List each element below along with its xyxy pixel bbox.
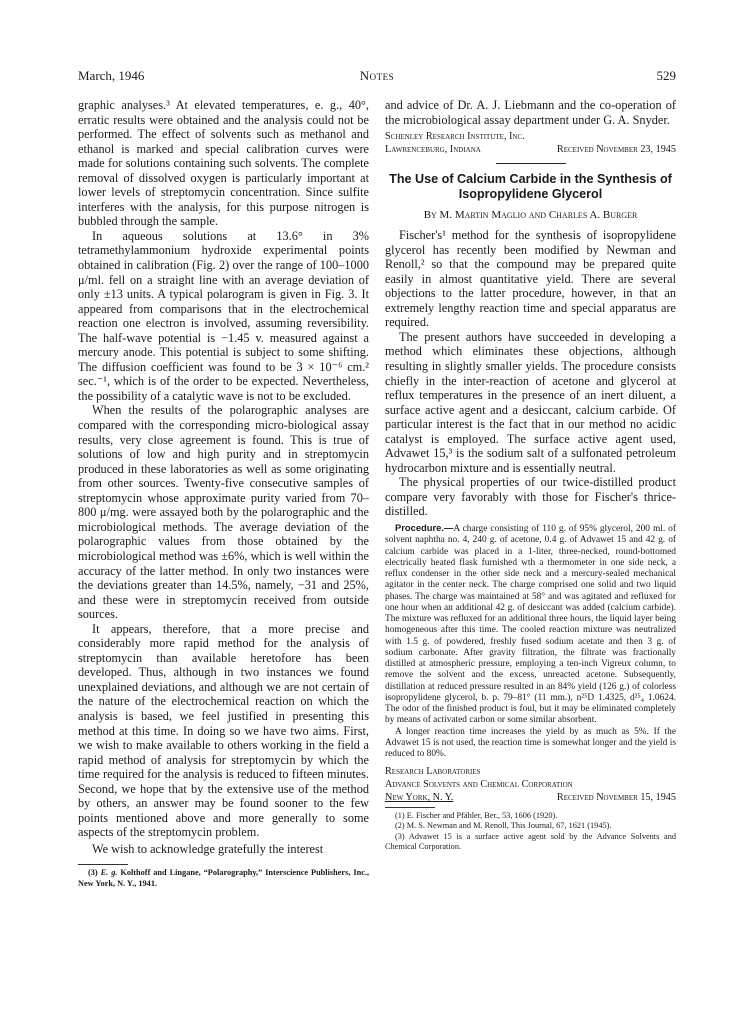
affiliation-company: Advance Solvents and Chemical Corporation xyxy=(385,779,573,791)
received-date: Received November 23, 1945 xyxy=(556,144,676,156)
left-column xyxy=(78,98,369,889)
affiliation-lab: Research Laboratories xyxy=(385,766,481,778)
article-paragraph-3: The physical properties of our twice-distilled product compare very favorably with those for Fischer's thrice-distilled. xyxy=(385,475,676,519)
procedure-text: A charge consisting of 110 g. of 95% glycerol, 200 ml. of solvent naphtha no. 4, 240 g. of acetone, 0.4 g. of Advawet 15 and 42 g. of calcium carbide was placed in a 1-liter, three-necked, round-bottomed electrically heated flask furnished wth a thermometer in one side neck, a reflux condenser in the other side neck and a mercury-sealed mechanical agitator in the center neck. The charge comprised one solid and two liquid phases. The charge was maintained at 58° and was agitated and refluxed for one hour when an additional 42 g. of desiccant was added (calcium carbide). The mixture was refluxed for an additional three hours, the liquid layer being homogeneous after this time. The cooled reaction mixture was neutralized with 1.5 g. of powdered, freshly fused sodium acetate and then 3 g. of sodium carbonate. After gravity filtration, the filtrate was fractionally distilled at atmospheric pressure, employing a ten-inch Vigreux column, to remove the solvent and the excess, unreacted acetone. Subsequently, distillation at reduced pressure resulted in an 84% yield (126 g.) of colorless isopropylidene glycerol, b. p. 79–81° (11 mm.), n²⁵D 1.4325, d²⁵₄ 1.0624. The odor of the finished product is foul, but it may be eliminated completely by means of activated carbon or some similar absorbent. xyxy=(385,524,676,726)
footnote-text: Kolthoff and Lingane, “Polarography,” Interscience Publishers, Inc., New York, N. Y., 1941. xyxy=(78,868,370,888)
affiliation-location-row xyxy=(385,143,676,156)
right-column xyxy=(385,98,676,852)
article-paragraph-1: Fischer's¹ method for the synthesis of isopropylidene glycerol has recently been modified by Newman and Renoll,² so that the compound may be prepared quite easily in almost quantitative yield. There are several objections to the latter procedure, however, in that an extremely lengthy reaction time and special apparatus are required. xyxy=(385,228,676,330)
article-title: The Use of Calcium Carbide in the Synthesis of Isopropylidene Glycerol xyxy=(389,172,672,202)
footnote-eg: E. g. xyxy=(100,868,118,878)
article-paragraph-2: The present authors have succeeded in developing a method which eliminates these objections, although resulting in slightly smaller yields. The procedure consists chiefly in the inter-reaction of acetone and glycerol at reflux temperatures in the presence of an inert diluent, a surface active agent and a desiccant, calcium carbide. Of particular interest is the fact that in our method no acidic catalyst is employed. The surface active agent used, Advawet 15,³ is the sodium salt of a sulfonated petroleum hydrocarbon mixture and is essentially neutral. xyxy=(385,329,676,475)
footnote-rule-right xyxy=(385,807,435,808)
left-paragraph-1: graphic analyses.³ At elevated temperatures, e. g., 40°, erratic results were obtained and the analysis could not be performed. The effect of solvents such as methanol and ethanol is marked and special calibration curves were made for solutions containing such solvents. The complete removal of dissolved oxygen is particularly important at lower levels of streptomycin concentration. Since sulfite interferes with the analysis, for this purpose nitrogen is bubbled through the sample. xyxy=(78,98,369,229)
affiliation-location: Lawrenceburg, Indiana xyxy=(385,144,481,156)
footnote-1: (1) E. Fischer and Pfähler, Ber., 53, 1606 (1920). xyxy=(395,811,558,821)
affiliation-2-location: New York, N. Y. xyxy=(385,792,454,804)
footnote-3: (3) Advawet 15 is a surface active agent sold by the Advance Solvents and Chemical Corporation. xyxy=(385,831,676,851)
affiliation-institute: Schenley Research Institute, Inc. xyxy=(385,131,525,143)
left-paragraph-3: When the results of the polarographic analyses are compared with the corresponding micro-biological assay results, very close agreement is found. This is true of solutions of low and high purity and in streptomycin produced in these laboratories as well as some originating from other sources. Twenty-five consecutive samples of streptomycin whose approximate purity varied from 70–800 μ/mg. were assayed both by the polarographic and the microbiological methods. The average deviation of the polarographic values from those obtained by the microbiological method was ±6%, which is well within the accuracy of the latter method. In only two instances were the deviations greater than 14.5%, namely, −31 and 25%, and these were in streptomycin received from outside sources. xyxy=(78,403,369,622)
article-byline: By M. Martin Maglio and Charles A. Burger xyxy=(423,209,638,222)
procedure-block xyxy=(385,522,676,727)
footnote-2: (2) M. S. Newman and M. Renoll, This Journal, 67, 1621 (1945). xyxy=(395,821,612,831)
left-paragraph-4: It appears, therefore, that a more precise and considerably more rapid method for the analysis of streptomycin than available heretofore has been developed. Thus, although in two instances we found unexplained deviations, and although we are not certain of the nature of the electrochemical reaction on which the analysis is based, we feel justified in presenting this method at this time. In doing so we have two aims. First, we wish to make available to others working in the field a rapid method of analysis for streptomycin by which the time required for the analysis is reduced to fifteen minutes. Second, we hope that by the extensive use of the method by others, an answer may be found sooner to the few points mentioned above and more generally to some aspects of the streptomycin problem. xyxy=(78,621,369,840)
procedure-note: A longer reaction time increases the yield by as much as 5%. If the Advawet 15 is not used, the reaction time is somewhat longer and the yield is reduced to 80%. xyxy=(385,726,676,760)
footnote-rule xyxy=(78,864,128,865)
received-date-2: Received November 15, 1945 xyxy=(556,792,676,804)
procedure-heading: Procedure.— xyxy=(395,522,454,534)
header-date: March, 1946 xyxy=(78,68,145,83)
right-continuation: and advice of Dr. A. J. Liebmann and the co-operation of the microbiological assay department under G. A. Snyder. xyxy=(385,98,676,127)
left-paragraph-5: We wish to acknowledge gratefully the interest xyxy=(92,841,324,856)
page-number: 529 xyxy=(656,68,676,83)
header-section: Notes xyxy=(359,68,395,83)
footnote-3-left xyxy=(78,868,369,888)
footnote-marker: (3) xyxy=(88,868,98,878)
running-header xyxy=(78,68,676,86)
section-divider xyxy=(496,163,566,164)
affiliation-2-location-row xyxy=(385,791,676,804)
left-paragraph-2: In aqueous solutions at 13.6° in 3% tetramethylammonium hydroxide experimental points obtained in calibration (Fig. 2) over the range of 100–1000 μ/ml. fell on a straight line with an average deviation of only ±13 units. A typical polarogram is given in Fig. 3. It appeared from comparisons that in the electrochemical reaction one electron is involved, assuming reversibility. The half-wave potential is −1.45 v. measured against a mercury anode. This potential is subject to some shifting. The diffusion coefficient was found to be 3 × 10⁻⁶ cm.² sec.⁻¹, which is of the order to be expected. Nevertheless, the possibility of a catalytic wave is not to be excluded. xyxy=(78,228,369,403)
